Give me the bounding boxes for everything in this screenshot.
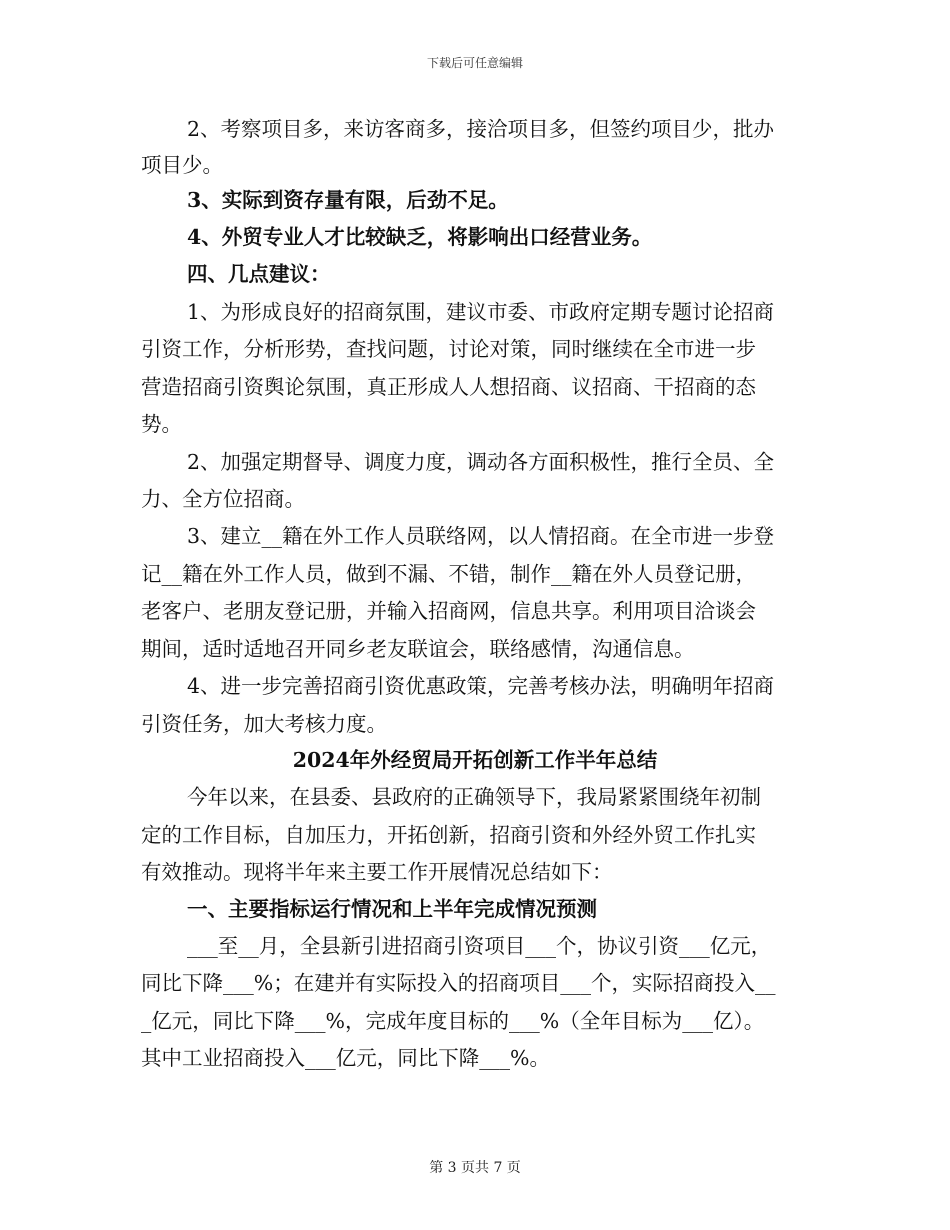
body-line: 3、建立__籍在外工作人员联络网，以人情招商。在全市进一步登: [187, 524, 775, 548]
body-line: 2、加强定期督导、调度力度，调动各方面积极性，推行全员、全: [187, 450, 775, 474]
body-line: 4、进一步完善招商引资优惠政策，完善考核办法，明确明年招商: [187, 674, 775, 698]
body-line-bold: 3、实际到资存量有限，后劲不足。: [187, 188, 509, 212]
body-line: 势。: [141, 412, 182, 436]
body-line: 老客户、老朋友登记册，并输入招商网，信息共享。利用项目洽谈会: [141, 599, 756, 623]
body-line: 定的工作目标，自加压力，开拓创新，招商引资和外经外贸工作扎实: [141, 823, 756, 847]
body-line: 今年以来，在县委、县政府的正确领导下，我局紧紧围绕年初制: [187, 785, 761, 809]
section-heading: 四、几点建议：: [187, 262, 331, 286]
section-heading: 一、主要指标运行情况和上半年完成情况预测: [187, 897, 597, 921]
body-line-bold: 4、外贸专业人才比较缺乏，将影响出口经营业务。: [187, 225, 653, 249]
body-line: 营造招商引资舆论氛围，真正形成人人想招商、议招商、干招商的态: [141, 375, 756, 399]
body-line: 有效推动。现将半年来主要工作开展情况总结如下：: [141, 860, 613, 884]
body-line: 同比下降___%；在建并有实际投入的招商项目___个，实际招商投入__: [141, 971, 776, 995]
document-title: 2024年外经贸局开拓创新工作半年总结: [292, 748, 658, 772]
page-header: 下载后可任意编辑: [426, 56, 523, 70]
body-line: 1、为形成良好的招商氛围，建议市委、市政府定期专题讨论招商: [187, 300, 775, 324]
body-line: 2、考察项目多，来访客商多，接洽项目多，但签约项目少，批办: [187, 117, 775, 141]
body-line: 记__籍在外工作人员，做到不漏、不错，制作__籍在外人员登记册，: [141, 562, 756, 586]
page-footer: 第 3 页共 7 页: [429, 1160, 521, 1176]
body-line: 引资工作，分析形势，查找问题，讨论对策，同时继续在全市进一步: [141, 337, 756, 361]
body-line: 期间，适时适地召开同乡老友联谊会，联络感情，沟通信息。: [141, 637, 695, 661]
body-line: _亿元，同比下降___%，完成年度目标的___%（全年目标为___亿）。: [141, 1009, 765, 1033]
body-line: 引资任务，加大考核力度。: [141, 712, 387, 736]
body-line: 力、全方位招商。: [141, 487, 305, 511]
body-line: 项目少。: [141, 153, 223, 177]
body-line: 其中工业招商投入___亿元，同比下降___%。: [141, 1046, 550, 1070]
body-line: ___至__月，全县新引进招商引资项目___个，协议引资___亿元，: [187, 934, 772, 958]
